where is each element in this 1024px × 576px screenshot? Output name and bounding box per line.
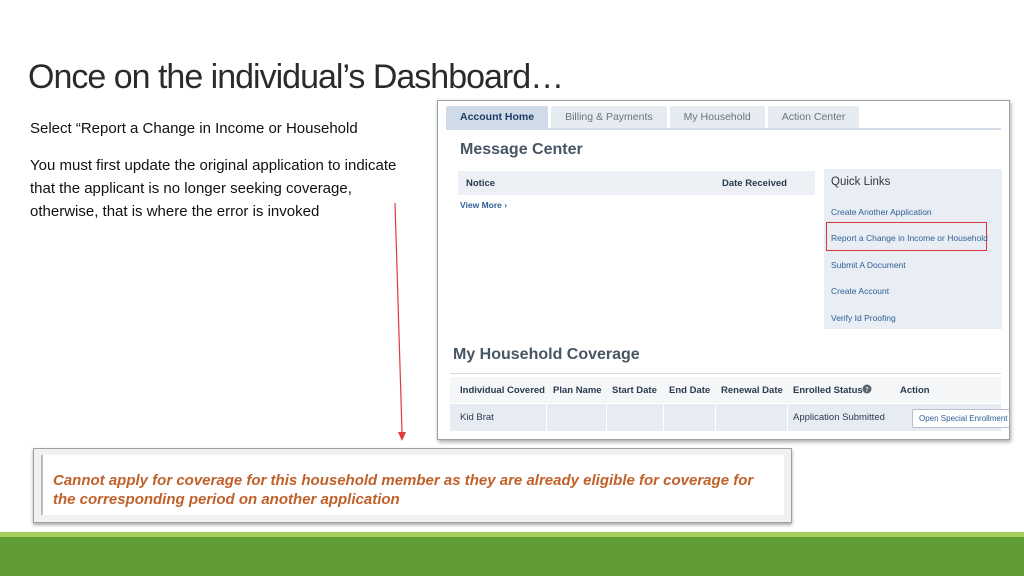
household-coverage-title: My Household Coverage: [453, 346, 640, 363]
tab-action-center[interactable]: Action Center: [768, 106, 860, 128]
tab-account-home[interactable]: Account Home: [446, 106, 548, 128]
tab-my-household[interactable]: My Household: [670, 106, 765, 128]
enrolled-status-value: Application Submitted: [793, 412, 885, 423]
column-individual-covered: Individual Covered: [460, 385, 545, 396]
open-special-enrollment-button[interactable]: Open Special Enrollment: [912, 409, 1010, 428]
quick-link-create-another-application[interactable]: Create Another Application: [831, 207, 932, 217]
error-message-inner: [41, 455, 784, 515]
quick-link-submit-document[interactable]: Submit A Document: [831, 260, 906, 270]
arrow-line: [395, 203, 402, 432]
column-end-date: End Date: [669, 385, 711, 396]
error-message-box: [33, 448, 792, 523]
instruction-text: Select “Report a Change in Income or Household: [30, 120, 358, 137]
quick-link-verify-id-proofing[interactable]: Verify Id Proofing: [831, 313, 896, 323]
slide-title: Once on the individual’s Dashboard…: [28, 58, 564, 96]
svg-text:?: ?: [865, 386, 869, 394]
column-renewal-date: Renewal Date: [721, 385, 783, 396]
column-plan-name: Plan Name: [553, 385, 602, 396]
message-center-title: Message Center: [460, 141, 583, 158]
column-start-date: Start Date: [612, 385, 657, 396]
quick-link-create-account[interactable]: Create Account: [831, 286, 890, 296]
quick-link-report-change[interactable]: Report a Change in Income or Household: [831, 233, 988, 243]
individual-covered-value: Kid Brat: [460, 412, 494, 423]
error-message-text: Cannot apply for coverage for this household member as they are already eligible for coverage for the corresponding period on another application: [53, 472, 754, 508]
column-enrolled-status: Enrolled Status: [793, 385, 863, 396]
quick-links-title: Quick Links: [831, 176, 891, 188]
column-action: Action: [900, 385, 930, 396]
footer-bar: [0, 537, 1024, 576]
notice-column-header: Notice: [466, 178, 496, 189]
note-text: You must first update the original application to indicate that the applicant is no longer seeking coverage, otherwise, that is where the error is invoked: [30, 157, 397, 220]
date-received-column-header: Date Received: [722, 178, 787, 189]
tab-billing-payments[interactable]: Billing & Payments: [551, 106, 667, 128]
view-more-link[interactable]: View More ›: [460, 200, 508, 210]
arrow-head: [398, 432, 406, 441]
